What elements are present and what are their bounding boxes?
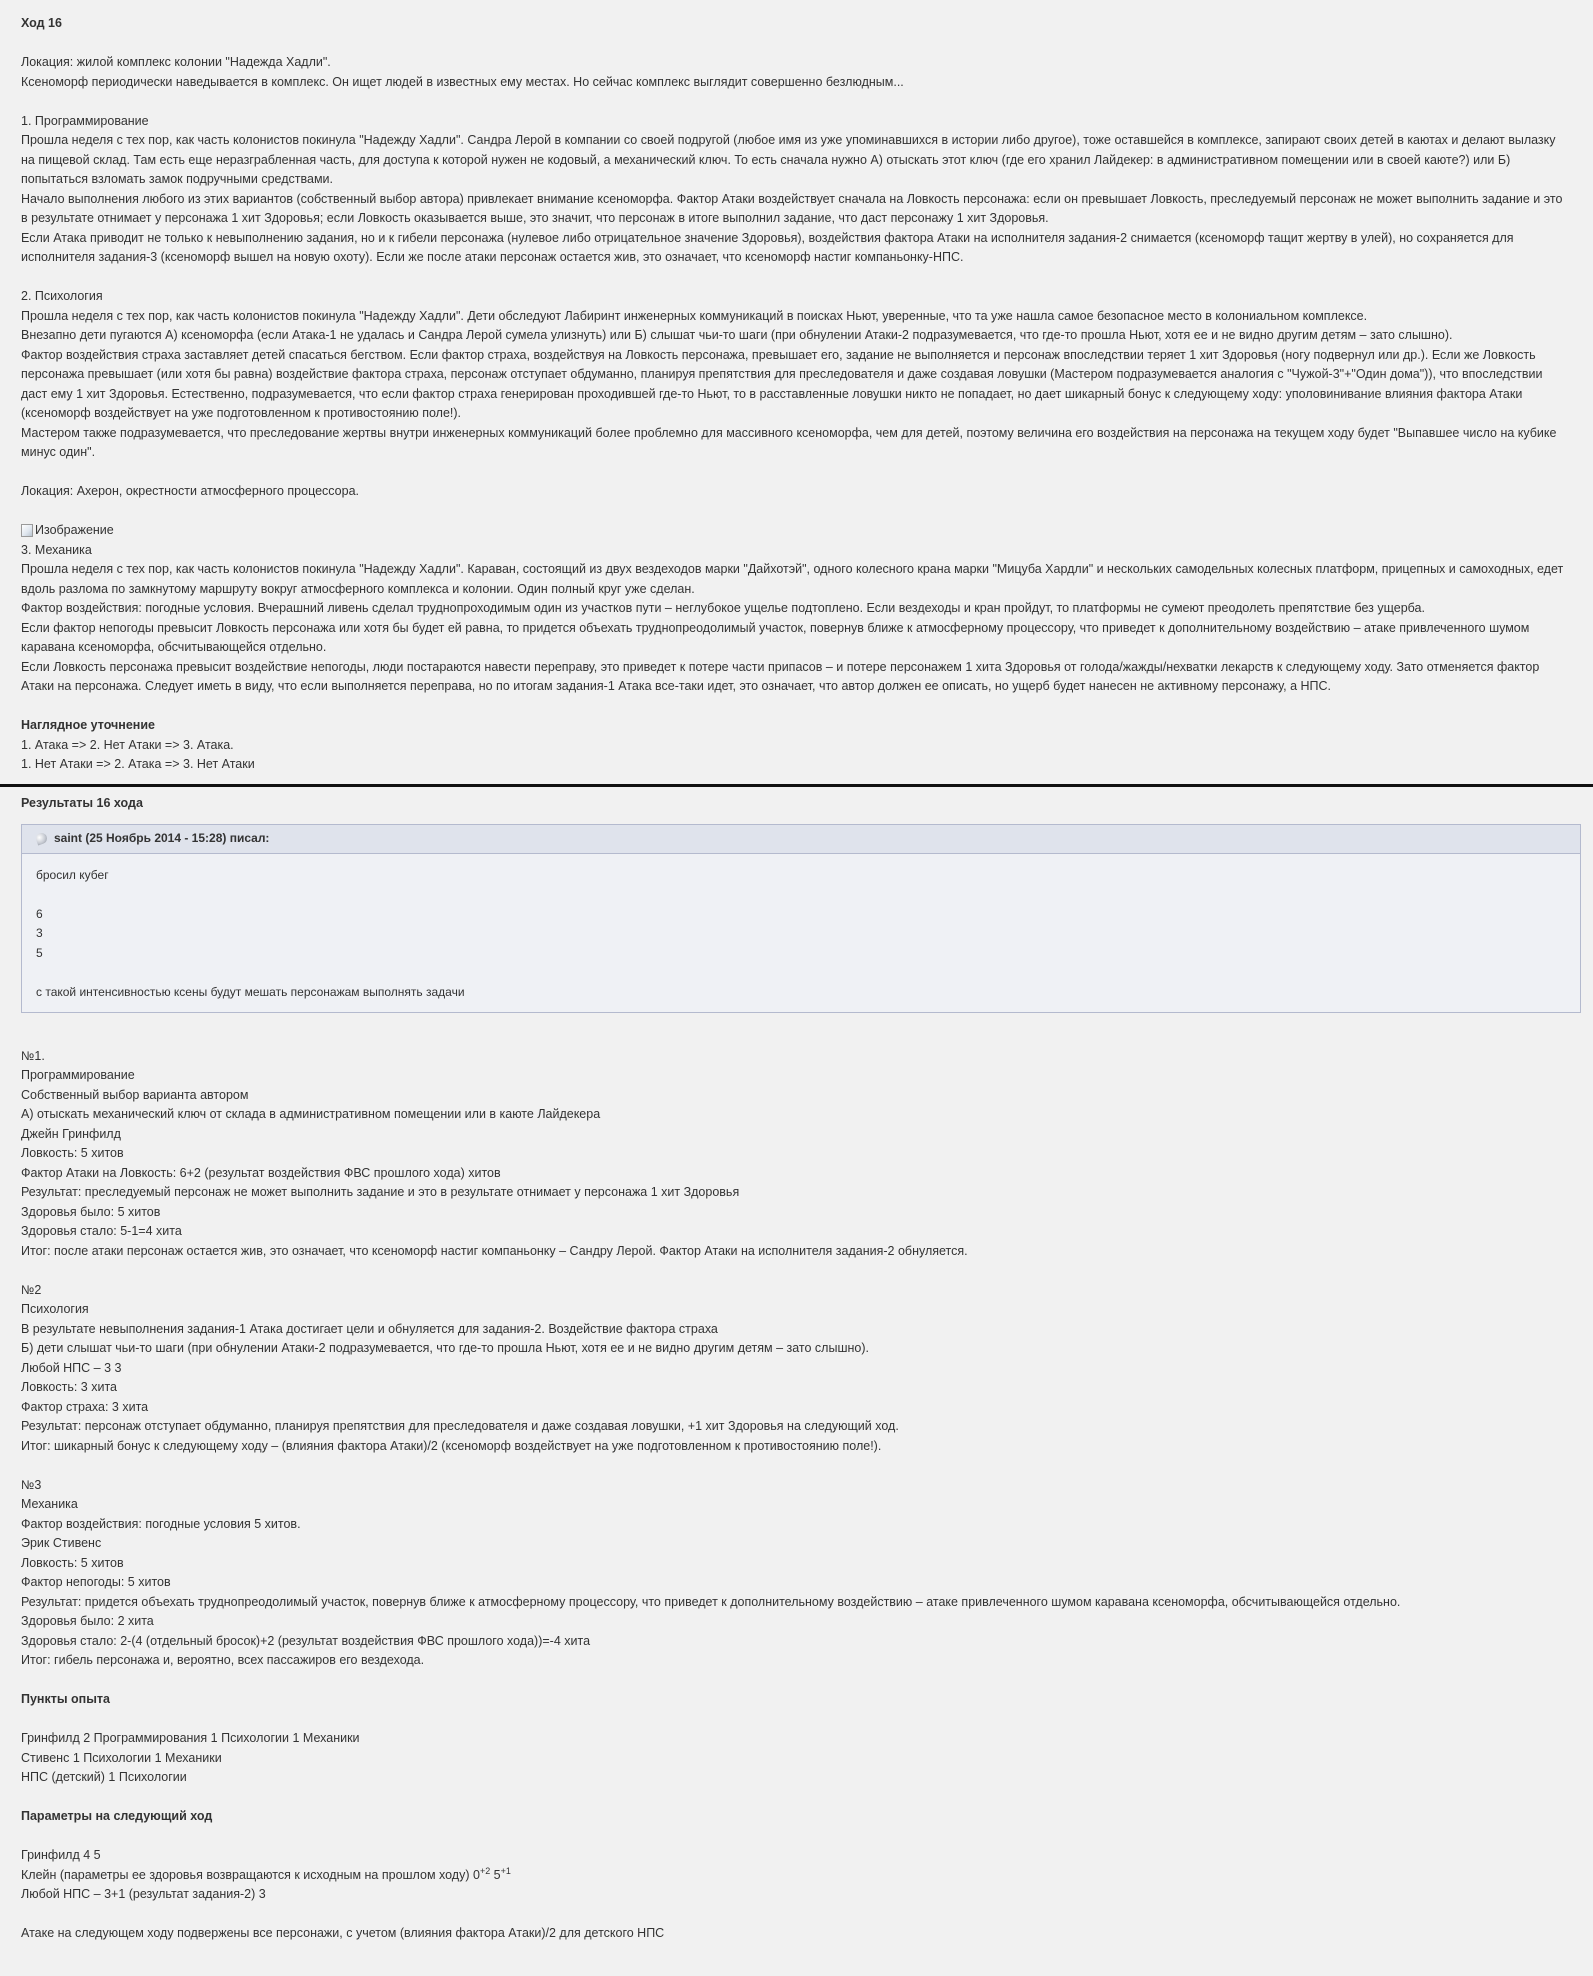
paragraph: Если фактор непогоды превысит Ловкость персонажа или хотя бы будет ей равна, то придется объехать труднопреодолимый участок, повернув ближе к атмосферному процессору, что приведет к дополнительному воздействию – атаке привлеченного шумом каравана ксеноморфа, обсчитывающейся отдельно. (21, 620, 1530, 654)
broken-image[interactable] (21, 521, 1572, 541)
result-line: Итог: гибель персонажа и, вероятно, всех пассажиров его вездехода. (21, 1653, 425, 1667)
quote-icon (34, 831, 48, 845)
result-2 (21, 1281, 1572, 1457)
result-line: Здоровья было: 2 хита (21, 1614, 154, 1628)
xp-line: НПС (детский) 1 Психологии (21, 1770, 187, 1784)
task-heading: 2. Психология (21, 289, 103, 303)
result-line: Ловкость: 3 хита (21, 1380, 117, 1394)
final-note: Атаке на следующем ходу подвержены все персонажи, с учетом (влияния фактора Атаки)/2 для детского НПС (21, 1926, 665, 1940)
paragraph: Фактор воздействия: погодные условия. Вчерашний ливень сделал труднопроходимым один из участков пути – неглубокое ущелье подтоплено. Если вездеходы и кран пройдут, то платформы не сумеют преодолеть препятствие без ущерба. (21, 601, 1425, 615)
xp-heading: Пункты опыта (21, 1692, 110, 1706)
params-sup: +1 (500, 1865, 511, 1876)
quote-line: с такой интенсивностью ксены будут мешать персонажам выполнять задачи (36, 984, 465, 999)
quote-body (22, 854, 1580, 1013)
result-line: №1. (21, 1048, 45, 1063)
image-alt-text: Изображение (35, 523, 114, 537)
result-line: Здоровья было: 5 хитов (21, 1204, 161, 1219)
quote-line: 5 (36, 945, 43, 960)
task-heading: 3. Механика (21, 542, 92, 557)
paragraph: Начало выполнения любого из этих вариантов (собственный выбор автора) привлекает внимание ксеноморфа. Фактор Атаки воздействует сначала на Ловкость персонажа: если он превышает Ловкость, преследуемый персонаж не может выполнить задание и это в результате отнимает у персонажа 1 хит Здоровья; если Ловкость оказывается выше, это значит, что персонаж в итоге выполнил задание, что даст персонажу 1 хит Здоровья. (21, 191, 1563, 225)
task-psychology (21, 287, 1572, 463)
result-line: Результат: придется объехать труднопреодолимый участок, повернув ближе к атмосферному процессору, что приведет к дополнительному воздействию – атаке привлеченного шумом каравана ксеноморфа, обсчитывающейся отдельно. (21, 1594, 1401, 1609)
paragraph: Внезапно дети пугаются А) ксеноморфа (если Атака-1 не удалась и Сандра Лерой сумела улизнуть) или Б) слышат чьи-то шаги (при обнулении Атаки-2 подразумевается, что где-то прошла Ньют, хотя ее и не видно другим детям – зато слышно). (21, 328, 1453, 342)
quote-author[interactable]: saint (25 Ноябрь 2014 - 15:28) писал: (54, 830, 270, 845)
paragraph: Прошла неделя с тех пор, как часть колонистов покинула "Надежду Хадли". Сандра Лерой в компании со своей подругой (любое имя из уже упоминавшихся в истории либо другое), тоже оставшейся в комплексе, запирают своих детей в каютах и делают вылазку на пищевой склад. Там есть еще неразграбленная часть, для доступа к которой нужен не кодовый, а механический ключ. То есть сначала нужно А) отыскать этот ключ (где его хранил Лайдекер: в административном помещении или в своей каюте?) или Б) попытаться взломать замок подручными средствами. (21, 133, 1556, 186)
paragraph: Прошла неделя с тех пор, как часть колонистов покинула "Надежду Хадли". Дети обследуют Лабиринт инженерных коммуникаций в поисках Ньют, уверенные, что та уже нашла самое безопасное место в колониальном комплексе. (21, 308, 1368, 323)
params-line: Гринфилд 4 5 (21, 1848, 101, 1862)
result-line: Итог: после атаки персонаж остается жив, это означает, что ксеноморф настиг компаньонку – Сандру Лерой. Фактор Атаки на исполнителя задания-2 обнуляется. (21, 1243, 968, 1258)
params-text: 5 (490, 1867, 501, 1882)
result-line: №3 (21, 1477, 42, 1492)
clarification-heading: Наглядное уточнение (21, 718, 155, 732)
xp-line: Гринфилд 2 Программирования 1 Психологии 1 Механики (21, 1731, 360, 1745)
paragraph: Фактор воздействия страха заставляет детей спасаться бегством. Если фактор страха, воздействуя на Ловкость персонажа, превышает его, задание не выполняется и персонаж впоследствии теряет 1 хит Здоровья (ногу подвернул или др.). Если же Ловкость персонажа превышает (или хотя бы равна) воздействие фактора страха, персонаж отступает обдуманно, планируя препятствия для преследователя и даже создавая ловушки (Мастером подразумевается аналогия с "Чужой-3"+"Один дома")), что впоследствии даст ему 1 хит Здоровья. Естественно, подразумевается, что если фактор страха генерирован проходившей где-то Ньют, то в расставленные ловушки никто не попадает, но дает шикарный бонус к следующему ходу: уполовинивание влияния фактора Атаки (ксеноморф воздействует на уже подготовленном к противостоянию поле!). (21, 347, 1543, 420)
result-line: Любой НПС – 3 3 (21, 1360, 122, 1375)
location-line: Локация: жилой комплекс колонии "Надежда Хадли". (21, 55, 331, 69)
result-line: Ловкость: 5 хитов (21, 1555, 124, 1570)
result-line: Результат: персонаж отступает обдуманно, планируя препятствия для преследователя и даже создавая ловушки, +1 хит Здоровья на следующий ход. (21, 1419, 899, 1433)
task-mechanics (21, 541, 1572, 697)
result-line: Джейн Гринфилд (21, 1126, 121, 1141)
post-title: Ход 16 (21, 16, 62, 30)
quote-line: бросил кубег (36, 867, 109, 882)
result-line: Здоровья стало: 5-1=4 хита (21, 1224, 182, 1238)
paragraph: Если Ловкость персонажа превысит воздействие непогоды, люди постараются навести переправу, это приведет к потере части припасов – и потере персонажем 1 хита Здоровья от голода/жажды/нехватки лекарств к следующему ходу. Зато отменяется фактор Атаки на персонажа. Следует иметь в виду, что если выполняется переправа, но по итогам задания-1 Атака все-таки идет, это означает, что автор должен ее описать, но ущерб будет нанесен не активному персонажу, а НПС. (21, 659, 1540, 693)
result-line: Эрик Стивенс (21, 1536, 102, 1550)
paragraph: Мастером также подразумевается, что преследование жертвы внутри инженерных коммуникаций более проблемно для массивного ксеноморфа, чем для детей, поэтому величина его воздействия на персонажа на текущем ходу будет "Выпавшее число на кубике минус один". (21, 425, 1557, 459)
result-line: Ловкость: 5 хитов (21, 1146, 124, 1160)
result-3 (21, 1476, 1572, 1671)
result-line: Здоровья стало: 2-(4 (отдельный бросок)+2 (результат воздействия ФВС прошлого хода))=-4 хита (21, 1633, 591, 1648)
params-line: Любой НПС – 3+1 (результат задания-2) 3 (21, 1887, 266, 1901)
image-placeholder-icon (21, 524, 33, 537)
location-line: Локация: Ахерон, окрестности атмосферного процессора. (21, 484, 360, 498)
result-line: Программирование (21, 1068, 135, 1082)
result-line: Фактор Атаки на Ловкость: 6+2 (результат воздействия ФВС прошлого хода) хитов (21, 1165, 501, 1180)
quote-line: 3 (36, 926, 43, 940)
results-post (0, 786, 1593, 1944)
quote-line (36, 885, 1566, 905)
params-text: Клейн (параметры ее здоровья возвращаются к исходным на прошлом ходу) 0 (21, 1867, 480, 1882)
params-heading: Параметры на следующий ход (21, 1809, 213, 1823)
task-heading: 1. Программирование (21, 113, 149, 128)
result-line: Собственный выбор варианта автором (21, 1087, 249, 1102)
turn-post (0, 14, 1593, 775)
result-line: №2 (21, 1282, 42, 1297)
result-line: Механика (21, 1497, 78, 1511)
result-line: Фактор непогоды: 5 хитов (21, 1575, 171, 1589)
intro-line: Ксеноморф периодически наведывается в комплекс. Он ищет людей в известных ему местах. Но сейчас комплекс выглядит совершенно безлюдным... (21, 74, 904, 89)
quote-header (22, 825, 1580, 854)
result-line: В результате невыполнения задания-1 Атака достигает цели и обнуляется для задания-2. Воздействие фактора страха (21, 1321, 718, 1336)
clarification-line: 1. Атака => 2. Нет Атаки => 3. Атака. (21, 737, 234, 752)
result-line: Б) дети слышат чьи-то шаги (при обнулении Атаки-2 подразумевается, что где-то прошла Ньют, хотя ее и не видно другим детям – зато слышно). (21, 1341, 869, 1355)
paragraph: Прошла неделя с тех пор, как часть колонистов покинула "Надежду Хадли". Караван, состоящий из двух вездеходов марки "Дайхотэй", одного колесного крана марки "Мицуба Хардли" и нескольких самодельных колесных платформ, прицепных и самоходных, едет вдоль разлома по замкнутому маршруту вокруг атмосферного комплекса и колонии. Один полный круг уже сделан. (21, 562, 1564, 596)
result-line: А) отыскать механический ключ от склада в административном помещении или в каюте Лайдекера (21, 1107, 601, 1121)
xp-line: Стивенс 1 Психологии 1 Механики (21, 1750, 222, 1765)
post-title: Результаты 16 хода (21, 796, 143, 810)
result-line: Итог: шикарный бонус к следующему ходу – (влияния фактора Атаки)/2 (ксеноморф воздействует на уже подготовленном к противостоянию поле!). (21, 1438, 882, 1453)
clarification-line: 1. Нет Атаки => 2. Атака => 3. Нет Атаки (21, 757, 255, 771)
result-line: Фактор воздействия: погодные условия 5 хитов. (21, 1516, 301, 1531)
result-1 (21, 1047, 1572, 1262)
result-line: Психология (21, 1302, 89, 1316)
params-sup: +2 (479, 1865, 491, 1876)
quote-block (21, 824, 1581, 1014)
paragraph: Если Атака приводит не только к невыполнению задания, но и к гибели персонажа (нулевое либо отрицательное значение Здоровья), воздействия фактора Атаки на исполнителя задания-2 снимается (ксеноморф тащит жертву в улей), но сохраняется для исполнителя задания-3 (ксеноморф вышел на новую охоту). Если же после атаки персонаж остается жив, это означает, что ксеноморф настиг компаньонку-НПС. (21, 230, 1514, 264)
result-line: Фактор страха: 3 хита (21, 1399, 149, 1414)
quote-line: 6 (36, 906, 43, 921)
result-line: Результат: преследуемый персонаж не может выполнить задание и это в результате отнимает у персонажа 1 хит Здоровья (21, 1185, 740, 1199)
task-programming (21, 112, 1572, 268)
quote-line (36, 963, 1566, 983)
params-line-klein (21, 1866, 1572, 1886)
